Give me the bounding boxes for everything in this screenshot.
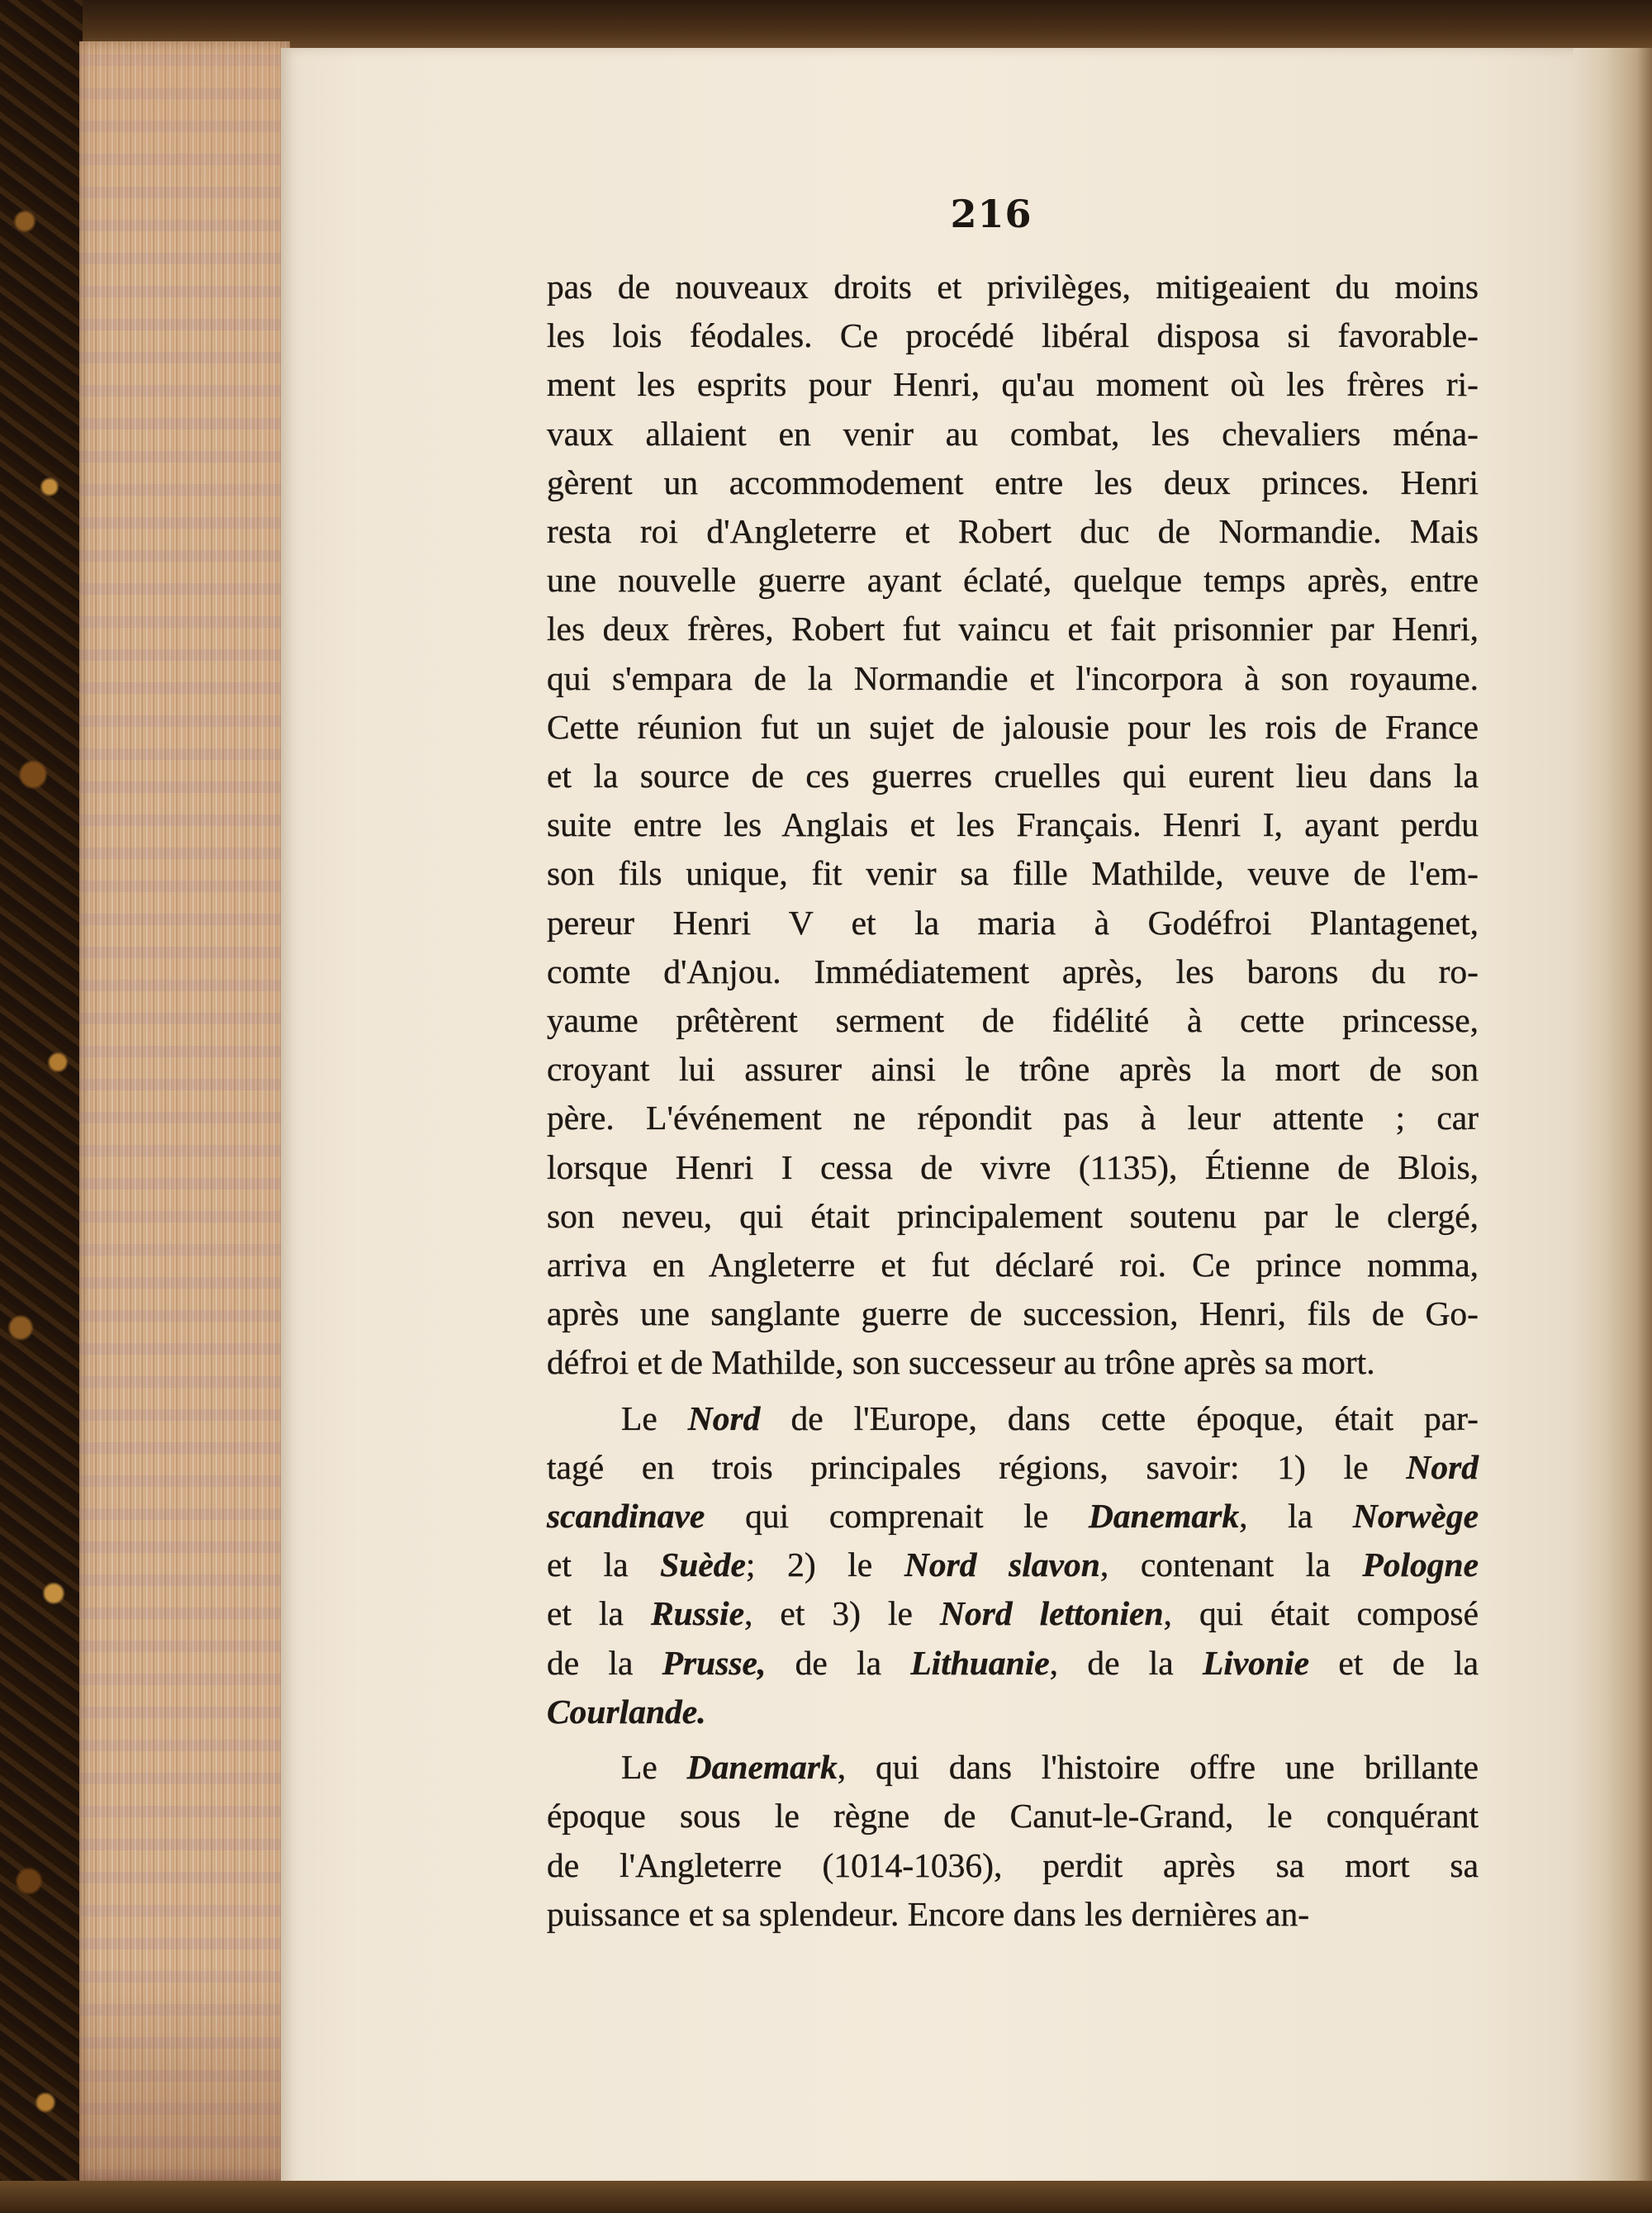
text-line <box>547 1289 1479 1338</box>
text-run: de la <box>766 1643 911 1682</box>
text-run: son fils unique, fit venir sa fille Mathilde, veuve de l'em- <box>547 854 1479 893</box>
text-line <box>547 947 1479 996</box>
text-run: vaux allaient en venir au combat, les chevaliers ména- <box>547 414 1479 453</box>
text-run: , contenant la <box>1099 1546 1363 1584</box>
text-run: de l'Europe, dans cette époque, était par- <box>760 1399 1479 1437</box>
italic-term: Norwège <box>1352 1497 1479 1536</box>
text-run: , et 3) le <box>744 1594 940 1633</box>
text-line <box>547 800 1479 849</box>
text-run: , qui était composé <box>1163 1594 1479 1633</box>
page-fore-edge-shade <box>79 41 290 2181</box>
text-run: pas de nouveaux droits et privilèges, mitigeaient du moins <box>547 268 1479 306</box>
text-line <box>547 263 1479 311</box>
text-line <box>547 849 1479 898</box>
italic-term: Prusse, <box>662 1643 767 1682</box>
text-run: gèrent un accommodement entre les deux princes. Henri <box>547 463 1479 501</box>
text-run: ; 2) le <box>745 1546 904 1584</box>
text-line <box>547 1890 1479 1939</box>
body-text <box>547 263 1479 1939</box>
paragraph-p3 <box>547 1743 1479 1939</box>
text-run: de la <box>547 1643 662 1682</box>
italic-term: Pologne <box>1362 1546 1479 1584</box>
italic-term: Livonie <box>1203 1643 1310 1682</box>
paragraph-p2 <box>547 1394 1479 1736</box>
text-line <box>547 899 1479 947</box>
text-run: lorsque Henri I cessa de vivre (1135), Étienne de Blois, <box>547 1147 1479 1186</box>
text-line <box>547 410 1479 458</box>
text-run: Cette réunion fut un sujet de jalousie pour les rois de France <box>547 707 1479 746</box>
text-run: père. L'événement ne répondit pas à leur attente ; car <box>547 1099 1479 1137</box>
text-run: époque sous le règne de Canut-le-Grand, le conquérant <box>547 1797 1479 1835</box>
page-number: 216 <box>950 192 1032 236</box>
text-run: et la <box>547 1594 651 1633</box>
italic-term: Nord slavon <box>904 1546 1100 1584</box>
text-run: de l'Angleterre (1014-1036), perdit après sa mort sa <box>547 1845 1479 1884</box>
italic-term: Courlande. <box>547 1692 706 1731</box>
text-line <box>547 458 1479 507</box>
text-run: et de la <box>1309 1643 1479 1682</box>
text-line <box>547 1639 1479 1688</box>
bottom-binding <box>0 2181 1652 2213</box>
text-run: , qui dans l'histoire offre une brillante <box>837 1748 1479 1787</box>
text-run: et la <box>547 1546 661 1584</box>
text-run: qui s'empara de la Normandie et l'incorpora à son royaume. <box>547 658 1479 697</box>
italic-term: Lithuanie <box>910 1643 1050 1682</box>
page-gutter-shadow <box>1574 48 1652 2189</box>
text-run: tagé en trois principales régions, savoir: 1) le <box>547 1447 1407 1486</box>
text-line <box>547 1589 1479 1638</box>
italic-term: Suède <box>660 1546 746 1584</box>
text-line <box>547 311 1479 360</box>
italic-term: scandinave <box>547 1497 705 1536</box>
text-line <box>547 1841 1479 1890</box>
italic-term: Danemark <box>686 1748 838 1787</box>
text-run: les lois féodales. Ce procédé libéral disposa si favorable- <box>547 316 1479 355</box>
text-line <box>547 1541 1479 1589</box>
text-line <box>547 752 1479 800</box>
text-run: comte d'Anjou. Immédiatement après, les barons du ro- <box>547 952 1479 990</box>
text-line <box>547 1192 1479 1241</box>
italic-term: Danemark <box>1088 1497 1240 1536</box>
text-run: ment les esprits pour Henri, qu'au moment où les frères ri- <box>547 365 1479 404</box>
text-line <box>547 1792 1479 1840</box>
italic-term: Nord <box>1406 1447 1479 1486</box>
text-line <box>547 507 1479 556</box>
text-run: les deux frères, Robert fut vaincu et fait prisonnier par Henri, <box>547 610 1479 648</box>
text-line <box>547 1443 1479 1492</box>
text-run: défroi et de Mathilde, son successeur au trône après sa mort. <box>547 1343 1375 1382</box>
text-line <box>547 1743 1479 1792</box>
text-run: pereur Henri V et la maria à Godéfroi Plantagenet, <box>547 903 1479 942</box>
text-run: suite entre les Anglais et les Français. Henri I, ayant perdu <box>547 805 1479 844</box>
text-line <box>547 1143 1479 1192</box>
text-line <box>547 360 1479 409</box>
text-line <box>547 1338 1479 1387</box>
italic-term: Nord <box>687 1399 761 1437</box>
text-run: croyant lui assurer ainsi le trône après la mort de son <box>547 1050 1479 1089</box>
text-run: arriva en Angleterre et fut déclaré roi. Ce prince nomma, <box>547 1246 1479 1285</box>
text-line <box>547 703 1479 752</box>
text-line <box>547 654 1479 703</box>
text-line <box>547 1094 1479 1142</box>
text-run: qui comprenait le <box>705 1497 1089 1536</box>
text-run: , la <box>1239 1497 1353 1536</box>
italic-term: Russie <box>650 1594 744 1633</box>
text-run: après une sanglante guerre de succession, Henri, fils de Go- <box>547 1294 1479 1333</box>
text-run: yaume prêtèrent serment de fidélité à cette princesse, <box>547 1001 1479 1040</box>
text-run: resta roi d'Angleterre et Robert duc de Normandie. Mais <box>547 512 1479 551</box>
text-run: Le <box>621 1748 687 1787</box>
paragraph-p1 <box>547 263 1479 1388</box>
text-line <box>547 556 1479 605</box>
text-line <box>547 1688 1479 1736</box>
text-run: puissance et sa splendeur. Encore dans les dernières an- <box>547 1894 1310 1933</box>
text-run: et la source de ces guerres cruelles qui eurent lieu dans la <box>547 757 1479 795</box>
text-run: , de la <box>1049 1643 1203 1682</box>
text-line <box>547 605 1479 653</box>
text-run: Le <box>621 1399 688 1437</box>
marbled-cover <box>0 0 83 2213</box>
text-line <box>547 996 1479 1045</box>
text-line <box>547 1241 1479 1289</box>
italic-term: Nord lettonien <box>940 1594 1164 1633</box>
text-run: son neveu, qui était principalement soutenu par le clergé, <box>547 1196 1479 1235</box>
text-run: une nouvelle guerre ayant éclaté, quelque temps après, entre <box>547 561 1479 600</box>
text-line <box>547 1394 1479 1443</box>
text-line <box>547 1492 1479 1541</box>
text-line <box>547 1045 1479 1094</box>
